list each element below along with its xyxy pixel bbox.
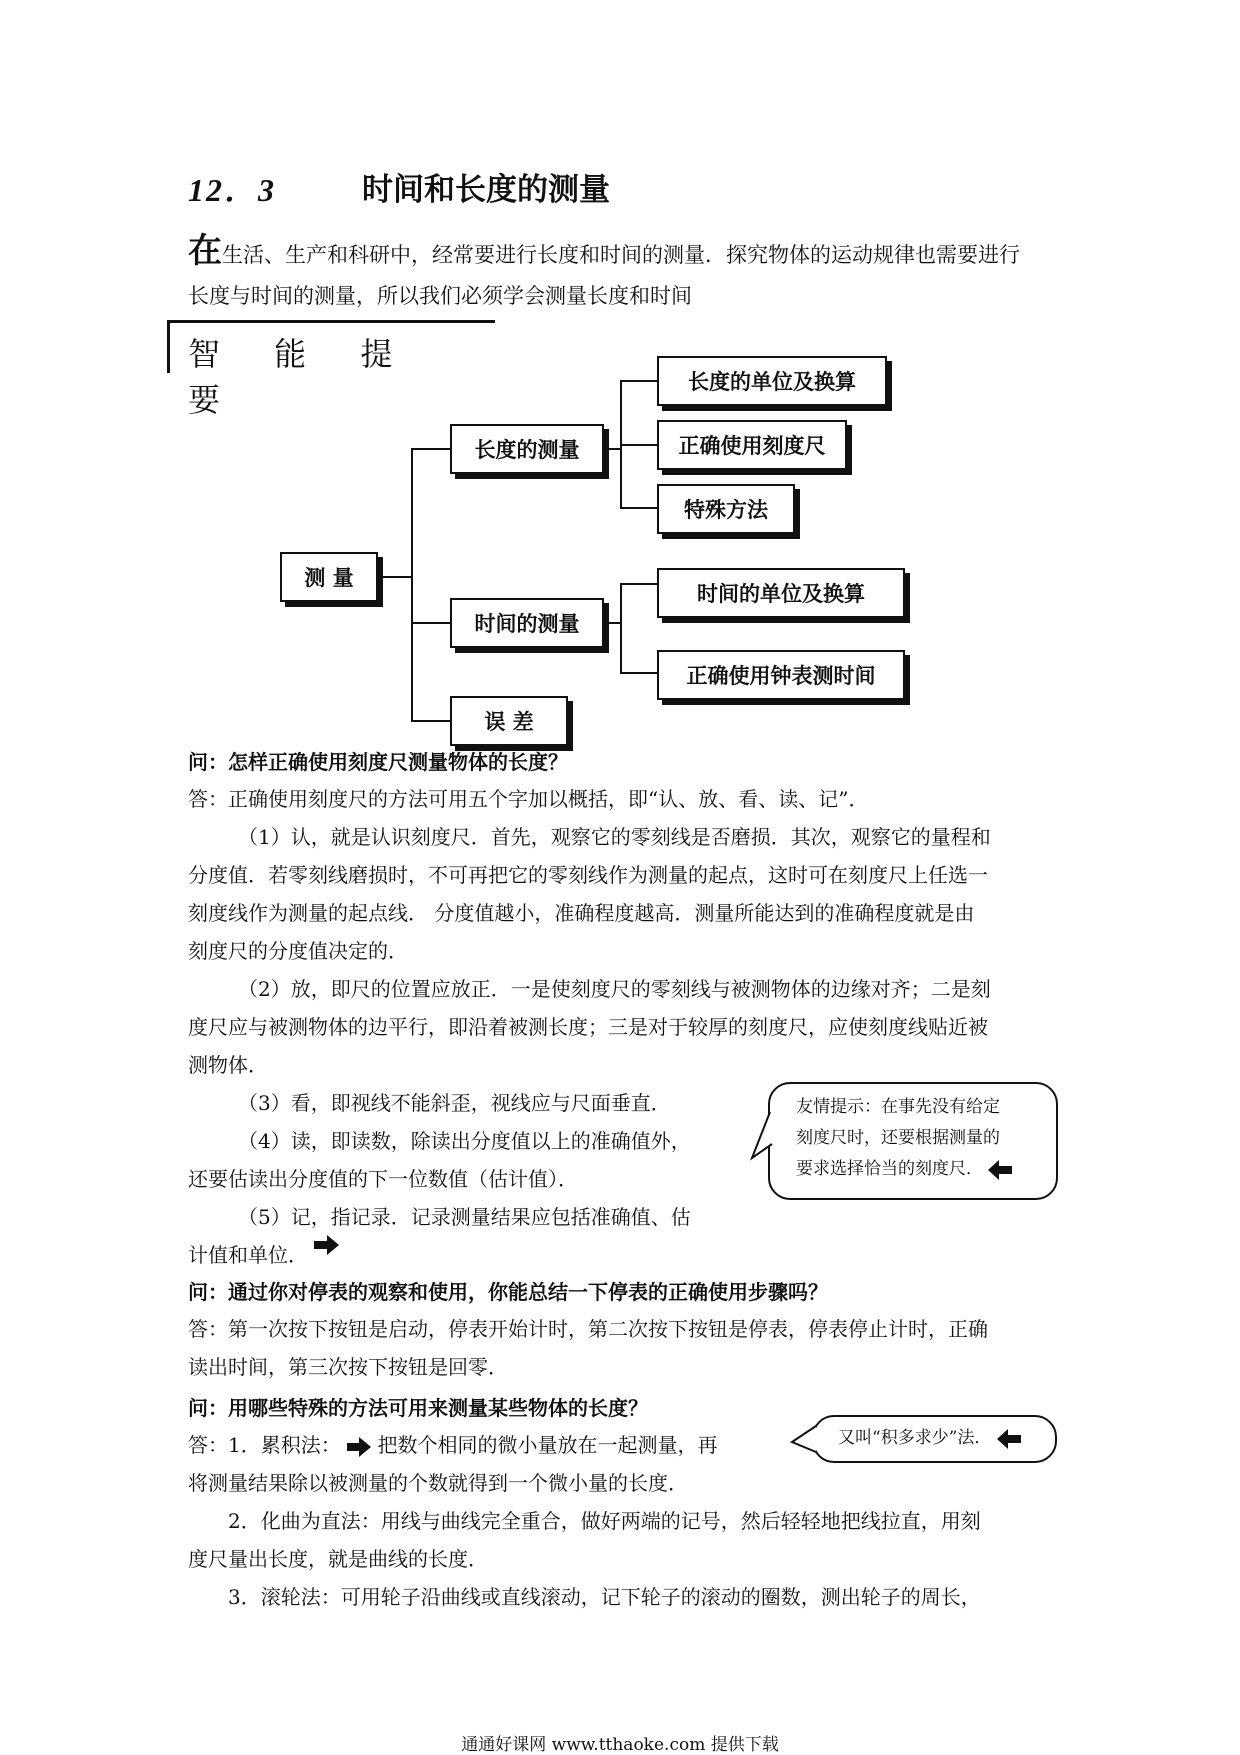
p2-line-2: 度尺应与被测物体的边平行，即沿着被测长度；三是对于较厚的刻度尺，应使刻度线贴近被 bbox=[188, 1015, 988, 1039]
p3-line: （3）看，即视线不能斜歪，视线应与尺面垂直． bbox=[238, 1091, 671, 1115]
diagram-leaf-ruler: 正确使用刻度尺 bbox=[657, 420, 847, 470]
tip2-text: 又叫“积多求少”法． bbox=[838, 1428, 992, 1448]
answer-1: 答：正确使用刻度尺的方法可用五个字加以概括，即“认、放、看、读、记”． bbox=[188, 787, 869, 811]
diagram-leaf-special: 特殊方法 bbox=[657, 484, 795, 534]
connector bbox=[620, 583, 622, 673]
intro-line-2: 长度与时间的测量，所以我们必须学会测量长度和时间 bbox=[188, 284, 692, 308]
section-heading: 智 能 提 要 bbox=[188, 335, 415, 419]
tip-bubble-2-tail bbox=[790, 1424, 818, 1456]
tip-line-2: 刻度尺时，还要根据测量的 bbox=[796, 1128, 1000, 1148]
tip-bubble-tail bbox=[750, 1110, 774, 1170]
connector bbox=[620, 444, 658, 446]
section-number: 12．3 bbox=[188, 172, 277, 208]
connector bbox=[620, 583, 658, 585]
connector bbox=[376, 576, 411, 578]
footer-text: 通通好课网 www.tthaoke.com 提供下载 bbox=[461, 1735, 779, 1755]
diagram-branch-length: 长度的测量 bbox=[450, 424, 604, 474]
answer-3-line-2: 将测量结果除以被测量的个数就得到一个微小量的长度． bbox=[188, 1471, 688, 1495]
p2-line-1: （2）放，即尺的位置应放正．一是使刻度尺的零刻线与被测物体的边缘对齐；二是刻 bbox=[238, 977, 991, 1001]
connector bbox=[411, 448, 451, 450]
connector bbox=[620, 672, 658, 674]
page-title: 时间和长度的测量 bbox=[362, 172, 610, 208]
p5-line-1: （5）记，指记录．记录测量结果应包括准确值、估 bbox=[238, 1205, 691, 1229]
arrow-right-icon bbox=[347, 1437, 371, 1457]
connector bbox=[411, 720, 451, 722]
answer-2-line-1: 答：第一次按下按钮是启动，停表开始计时，第二次按下按钮是停表，停表停止计时，正确 bbox=[188, 1317, 988, 1341]
tip-bubble bbox=[768, 1082, 1058, 1200]
diagram-root-box: 测 量 bbox=[280, 552, 378, 602]
intro-line-1-text: 生活、生产和科研中，经常要进行长度和时间的测量．探究物体的运动规律也需要进行 bbox=[222, 243, 1020, 267]
arrow-left-icon bbox=[997, 1429, 1021, 1449]
arrow-left-icon bbox=[988, 1160, 1012, 1180]
p1-line-2: 分度值．若零刻线磨损时，不可再把它的零刻线作为测量的起点，这时可在刻度尺上任选一 bbox=[188, 863, 988, 887]
question-3: 问：用哪些特殊的方法可用来测量某些物体的长度？ bbox=[188, 1396, 648, 1420]
answer-3-line-1b: 把数个相同的微小量放在一起测量，再 bbox=[377, 1433, 718, 1457]
p1-line-1: （1）认，就是认识刻度尺．首先，观察它的零刻线是否磨损．其次，观察它的量程和 bbox=[238, 825, 991, 849]
diagram-branch-time: 时间的测量 bbox=[450, 598, 604, 648]
diagram-leaf-time-unit: 时间的单位及换算 bbox=[657, 568, 905, 618]
p2-line-3: 测物体． bbox=[188, 1053, 268, 1077]
connector bbox=[411, 622, 451, 624]
method-3-line-1: 3．滚轮法：可用轮子沿曲线或直线滚动，记下轮子的滚动的圈数，测出轮子的周长， bbox=[228, 1585, 981, 1609]
p1-line-3: 刻度线作为测量的起点线． 分度值越小，准确程度越高．测量所能达到的准确程度就是由 bbox=[188, 901, 975, 925]
tip-line-1: 友情提示：在事先没有给定 bbox=[796, 1097, 1000, 1117]
p4-line-1: （4）读，即读数，除读出分度值以上的准确值外， bbox=[238, 1129, 691, 1153]
diagram-leaf-length-unit: 长度的单位及换算 bbox=[657, 356, 887, 406]
p5-line-2-text: 计值和单位． bbox=[188, 1243, 308, 1267]
p4-line-2: 还要估读出分度值的下一位数值（估计值）． bbox=[188, 1167, 578, 1191]
concept-diagram bbox=[0, 0, 1240, 760]
answer-3-line-1 bbox=[188, 1426, 717, 1464]
tip-line-3 bbox=[796, 1154, 1044, 1185]
answer-2-line-2: 读出时间，第三次按下按钮是回零． bbox=[188, 1355, 508, 1379]
connector bbox=[620, 507, 658, 509]
connector bbox=[411, 448, 413, 722]
question-1: 问：怎样正确使用刻度尺测量物体的长度？ bbox=[188, 750, 568, 774]
connector bbox=[620, 380, 658, 382]
p1-line-4: 刻度尺的分度值决定的． bbox=[188, 939, 408, 963]
diagram-leaf-clock: 正确使用钟表测时间 bbox=[657, 650, 905, 700]
diagram-branch-error: 误 差 bbox=[450, 696, 568, 746]
method-2-line-1: 2．化曲为直法：用线与曲线完全重合，做好两端的记号，然后轻轻地把线拉直，用刻 bbox=[228, 1509, 981, 1533]
p5-line-2 bbox=[188, 1236, 340, 1274]
question-2: 问：通过你对停表的观察和使用，你能总结一下停表的正确使用步骤吗？ bbox=[188, 1280, 828, 1304]
intro-first-char: 在 bbox=[188, 231, 222, 271]
arrow-right-icon bbox=[314, 1234, 340, 1256]
method-2-line-2: 度尺量出长度，就是曲线的长度． bbox=[188, 1547, 488, 1571]
tip-line-3-text: 要求选择恰当的刻度尺． bbox=[796, 1159, 983, 1179]
answer-3-line-1a: 答：1．累积法： bbox=[188, 1433, 341, 1457]
tip-bubble-2 bbox=[812, 1415, 1057, 1463]
